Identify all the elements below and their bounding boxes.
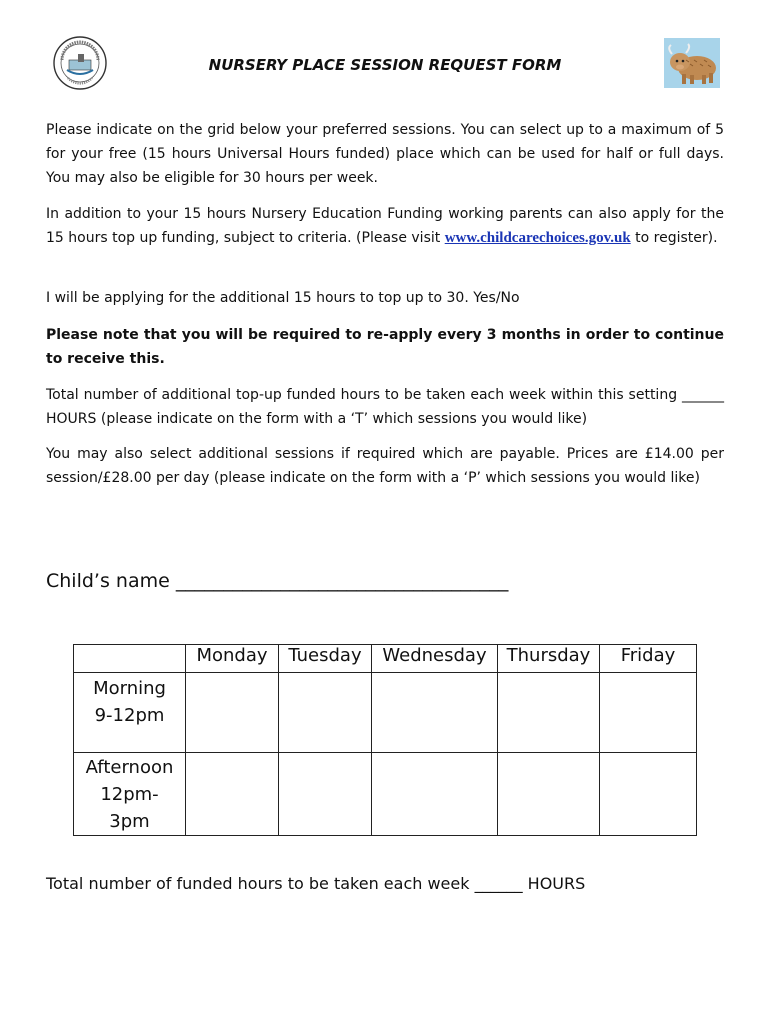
morning-label-cell bbox=[74, 673, 186, 753]
afternoon-thursday-cell[interactable] bbox=[498, 753, 600, 836]
morning-monday-cell[interactable] bbox=[186, 673, 279, 753]
register-text: to register). bbox=[630, 230, 718, 246]
afternoon-tuesday-cell[interactable] bbox=[279, 753, 372, 836]
morning-wednesday-cell[interactable] bbox=[372, 673, 498, 753]
day-header-friday: Friday bbox=[600, 645, 697, 673]
morning-friday-cell[interactable] bbox=[600, 673, 697, 753]
afternoon-time-start: 12pm- bbox=[100, 784, 159, 805]
morning-time: 9-12pm bbox=[94, 705, 165, 726]
funding-paragraph bbox=[46, 202, 724, 250]
day-header-wednesday: Wednesday bbox=[372, 645, 498, 673]
afternoon-friday-cell[interactable] bbox=[600, 753, 697, 836]
morning-row bbox=[74, 673, 697, 753]
day-header-tuesday: Tuesday bbox=[279, 645, 372, 673]
funding-text: In addition to your 15 hours Nursery Education Funding working parents can also apply for the 15 hours top up funding, subject to criteria. (Please visit bbox=[46, 206, 724, 246]
day-header-thursday: Thursday bbox=[498, 645, 600, 673]
afternoon-row bbox=[74, 753, 697, 836]
total-funded-hours-field[interactable]: Total number of funded hours to be taken each week ______ HOURS bbox=[46, 874, 586, 893]
childcare-choices-link[interactable]: www.childcarechoices.gov.uk bbox=[444, 230, 631, 246]
morning-thursday-cell[interactable] bbox=[498, 673, 600, 753]
day-header-monday: Monday bbox=[186, 645, 279, 673]
instructions-paragraph: Please indicate on the grid below your preferred sessions. You can select up to a maximum of 5 for your free (15 hours Universal Hours funded) place which can be used for half or full days. You may also be eligible for 30 hours per week. bbox=[46, 122, 724, 186]
afternoon-time-end: 3pm bbox=[109, 811, 150, 832]
morning-label: Morning bbox=[93, 678, 166, 699]
afternoon-wednesday-cell[interactable] bbox=[372, 753, 498, 836]
corner-cell bbox=[74, 645, 186, 673]
afternoon-monday-cell[interactable] bbox=[186, 753, 279, 836]
header-row bbox=[74, 645, 697, 673]
afternoon-label: Afternoon bbox=[85, 757, 174, 778]
topup-hours-paragraph: Total number of additional top-up funded hours to be taken each week within this setting ______ HOURS (please indicate on the form with a ‘T’ which sessions you would like) bbox=[46, 387, 724, 427]
payable-sessions-paragraph: You may also select additional sessions if required which are payable. Prices are £14.00 per session/£28.00 per day (please indicate on the form with a ‘P’ which sessions you would like) bbox=[46, 446, 724, 486]
morning-tuesday-cell[interactable] bbox=[279, 673, 372, 753]
highland-cow-image bbox=[664, 38, 720, 88]
form-title: NURSERY PLACE SESSION REQUEST FORM bbox=[208, 56, 562, 75]
additional-hours-question: I will be applying for the additional 15 hours to top up to 30. Yes/No bbox=[46, 290, 520, 306]
session-grid bbox=[73, 644, 697, 836]
reapply-notice: Please note that you will be required to re-apply every 3 months in order to continue to receive this. bbox=[46, 327, 724, 367]
child-name-field[interactable]: Child’s name ___________________________________ bbox=[46, 570, 509, 592]
afternoon-label-cell bbox=[74, 753, 186, 836]
